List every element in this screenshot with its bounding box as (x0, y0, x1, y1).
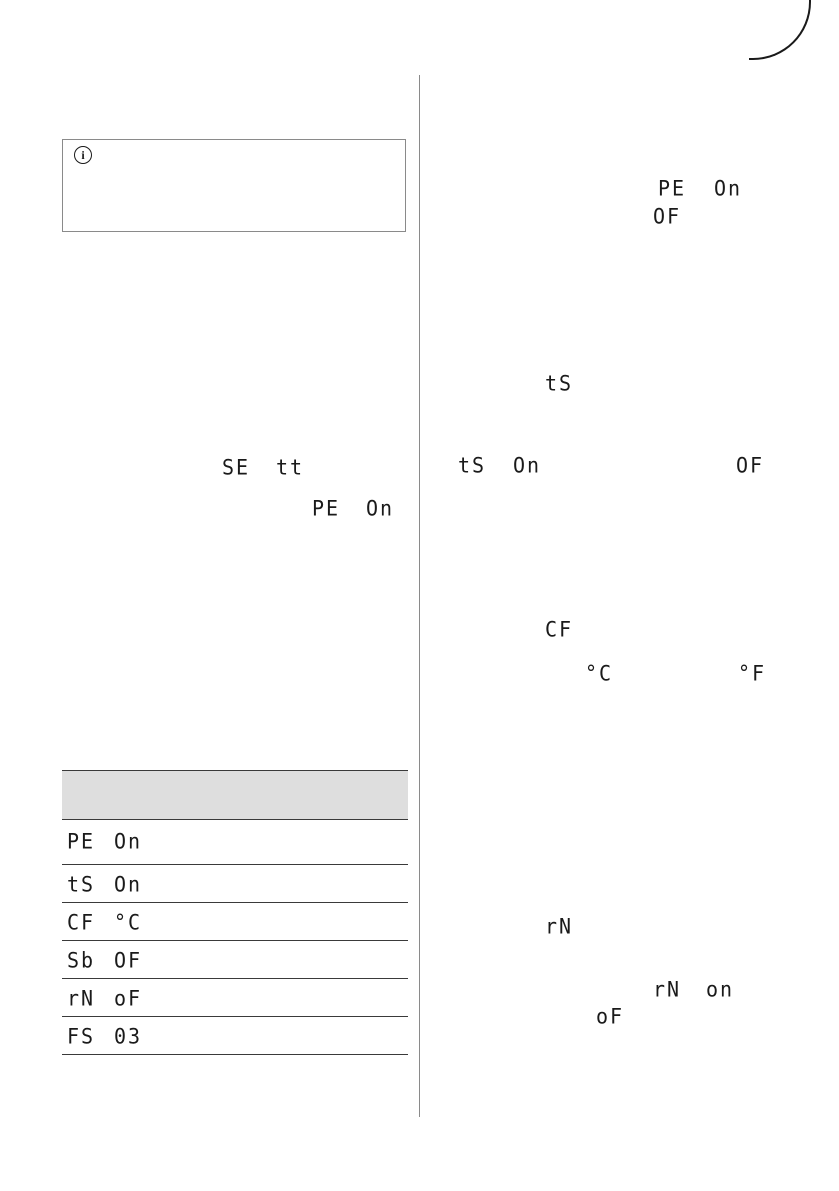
display-code-rn: rN (545, 913, 574, 939)
display-code-fahrenheit: °F (738, 660, 767, 686)
display-code-pe: PE (658, 175, 687, 201)
display-code-rn: rN (653, 976, 682, 1002)
display-code-on: on (706, 976, 735, 1002)
display-code-on: On (513, 452, 542, 478)
table-code: Sb (67, 947, 96, 973)
display-code-off: oF (596, 1003, 625, 1029)
display-code-pe-on: On (366, 495, 395, 521)
display-code-ts: tS (545, 370, 574, 396)
display-code-pe: PE (312, 495, 341, 521)
table-value: On (114, 871, 143, 897)
table-code: rN (67, 985, 96, 1011)
display-code-tt: tt (276, 454, 305, 480)
info-note-box (62, 139, 406, 232)
table-code: tS (67, 871, 96, 897)
table-row (62, 979, 408, 1017)
column-divider (419, 75, 420, 1117)
display-code-ts: tS (458, 452, 487, 478)
table-row (62, 903, 408, 941)
table-row (62, 941, 408, 979)
default-settings-table (62, 770, 408, 1055)
table-header (62, 770, 408, 820)
display-code-off: OF (653, 203, 682, 229)
page-corner-mark (749, 0, 811, 60)
display-code-celsius: °C (585, 660, 614, 686)
table-row (62, 820, 408, 865)
table-code: PE (67, 828, 96, 854)
table-value: On (114, 828, 143, 854)
table-code: FS (67, 1023, 96, 1049)
display-code-cf: CF (545, 616, 574, 642)
table-code: CF (67, 909, 96, 935)
display-code-se: SE (222, 454, 251, 480)
display-code-on: On (714, 175, 743, 201)
info-icon: i (74, 146, 92, 164)
table-value: oF (114, 985, 143, 1011)
table-value: OF (114, 947, 143, 973)
table-row (62, 865, 408, 903)
table-value: 03 (114, 1023, 143, 1049)
table-value: °C (114, 909, 143, 935)
display-code-off: OF (736, 452, 765, 478)
table-row (62, 1017, 408, 1055)
